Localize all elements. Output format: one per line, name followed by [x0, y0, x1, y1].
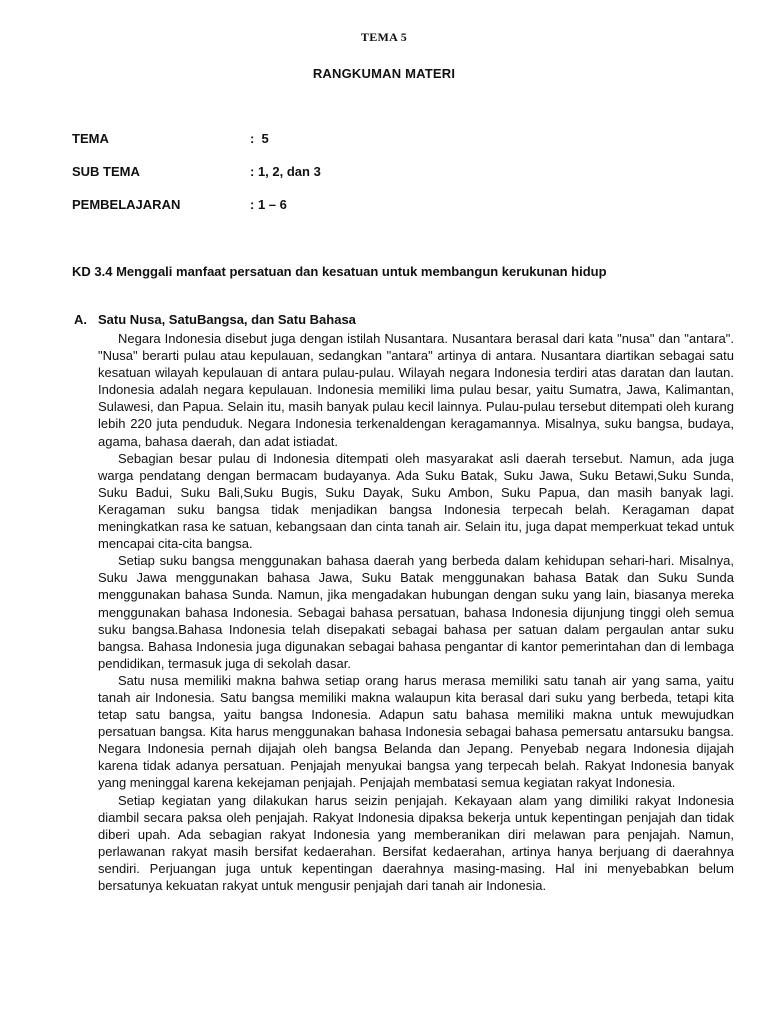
competency-statement: KD 3.4 Menggali manfaat persatuan dan kesatuan untuk membangun kerukunan hidup [72, 264, 607, 279]
meta-value: : 1, 2, dan 3 [250, 164, 321, 179]
paragraph: Negara Indonesia disebut juga dengan istilah Nusantara. Nusantara berasal dari kata "nusa" dan "antara". "Nusa" berarti pulau atau kepulauan, sedangkan "antara" artinya di antara. Nusantara diartikan sebagai satu kesatuan wilayah kepulauan di antara pulau-pulau. Wilayah negara Indonesia terdiri atas daratan dan lautan. Indonesia adalah negara kepulauan. Indonesia memiliki lima pulau besar, yaitu Sumatra, Jawa, Kalimantan, Sulawesi, dan Papua. Selain itu, masih banyak pulau kecil lainnya. Pulau-pulau tersebut ditempati oleh kurang lebih 220 juta penduduk. Negara Indonesia terkenaldengan keragamannya. Misalnya, suku bangsa, budaya, agama, bahasa daerah, dan adat istiadat. [98, 331, 734, 449]
summary-title: RANGKUMAN MATERI [312, 66, 456, 81]
paragraph: Sebagian besar pulau di Indonesia ditempati oleh masyarakat asli daerah tersebut. Namun, ada juga warga pendatang dengan bermacam budayanya. Ada Suku Batak, Suku Jawa, Suku Betawi,Suku Sunda, Suku Badui, Suku Bali,Suku Bugis, Suku Dayak, Suku Ambon, Suku Papua, dan masih banyak lagi. Keragaman suku bangsa tidak menjadikan bangsa Indonesia terpecah belah. Keragaman dapat meningkatkan rasa ke satuan, kebangsaan dan cinta tanah air. Selain itu, juga dapat memperkuat tekad untuk mencapai cita-cita bangsa. [98, 450, 734, 552]
meta-key: PEMBELAJARAN [72, 197, 181, 212]
meta-key: TEMA [72, 131, 109, 146]
section-heading [74, 312, 356, 327]
section-title: Satu Nusa, SatuBangsa, dan Satu Bahasa [98, 312, 356, 327]
meta-value: : 1 – 6 [250, 197, 287, 212]
meta-key: SUB TEMA [72, 164, 140, 179]
meta-value: : 5 [250, 131, 269, 146]
meta-row-pembelajaran [72, 197, 321, 230]
theme-heading: TEMA 5 [360, 30, 408, 44]
paragraph: Setiap kegiatan yang dilakukan harus seizin penjajah. Kekayaan alam yang dimiliki rakyat Indonesia diambil secara paksa oleh penjajah. Rakyat Indonesia dipaksa bekerja untuk kepentingan penjajah dan tidak diberi upah. Ada sebagian rakyat Indonesia yang memberanikan diri melawan para penjajah. Namun, perlawanan rakyat masih bersifat kedaerahan. Bersifat kedaerahan, artinya hanya berjuang di daerahnya sendiri. Perjuangan juga untuk kepentingan daerahnya masing-masing. Hal ini menyebabkan belum bersatunya kekuatan rakyat untuk mengusir penjajah dari tanah air Indonesia. [98, 792, 734, 893]
meta-table [72, 131, 321, 230]
paragraph: Setiap suku bangsa menggunakan bahasa daerah yang berbeda dalam kehidupan sehari-hari. Misalnya, Suku Jawa menggunakan bahasa Jawa, Suku Batak menggunakan bahasa Batak dan Suku Sunda menggunakan bahasa Sunda. Namun, jika mengadakan hubungan dengan suku yang lain, biasanya mereka menggunakan bahasa Indonesia. Sebagai bahasa persatuan, bahasa Indonesia dijunjung tinggi oleh semua suku bangsa.Bahasa Indonesia telah disepakati sebagai bahasa per satuan dalam pergaulan antar suku bangsa. Bahasa Indonesia juga digunakan sebagai bahasa pengantar di kantor pemerintahan dan di lembaga pendidikan, termasuk juga di sekolah dasar. [98, 553, 734, 671]
paragraph: Satu nusa memiliki makna bahwa setiap orang harus merasa memiliki satu tanah air yang sama, yaitu tanah air Indonesia. Satu bangsa memiliki makna walaupun kita berasal dari suku yang berbeda, tetapi kita tetap satu bangsa, yaitu bangsa Indonesia. Adapun satu bahasa memiliki makna untuk mewujudkan persatuan bangsa. Kita harus menggunakan bahasa Indonesia sebagai bahasa pemersatu antarsuku bangsa. Negara Indonesia pernah dijajah oleh bangsa Belanda dan Jepang. Penyebab negara Indonesia dijajah karena tidak adanya persatuan. Penjajah menyukai bangsa yang terpecah belah. Rakyat Indonesia banyak yang meninggal karena kekejaman penjajah. Penjajah membatasi semua kegiatan rakyat Indonesia. [98, 672, 734, 791]
section-letter: A. [74, 312, 87, 327]
section-body [98, 330, 734, 894]
meta-row-subtema [72, 164, 321, 197]
meta-row-tema [72, 131, 321, 164]
